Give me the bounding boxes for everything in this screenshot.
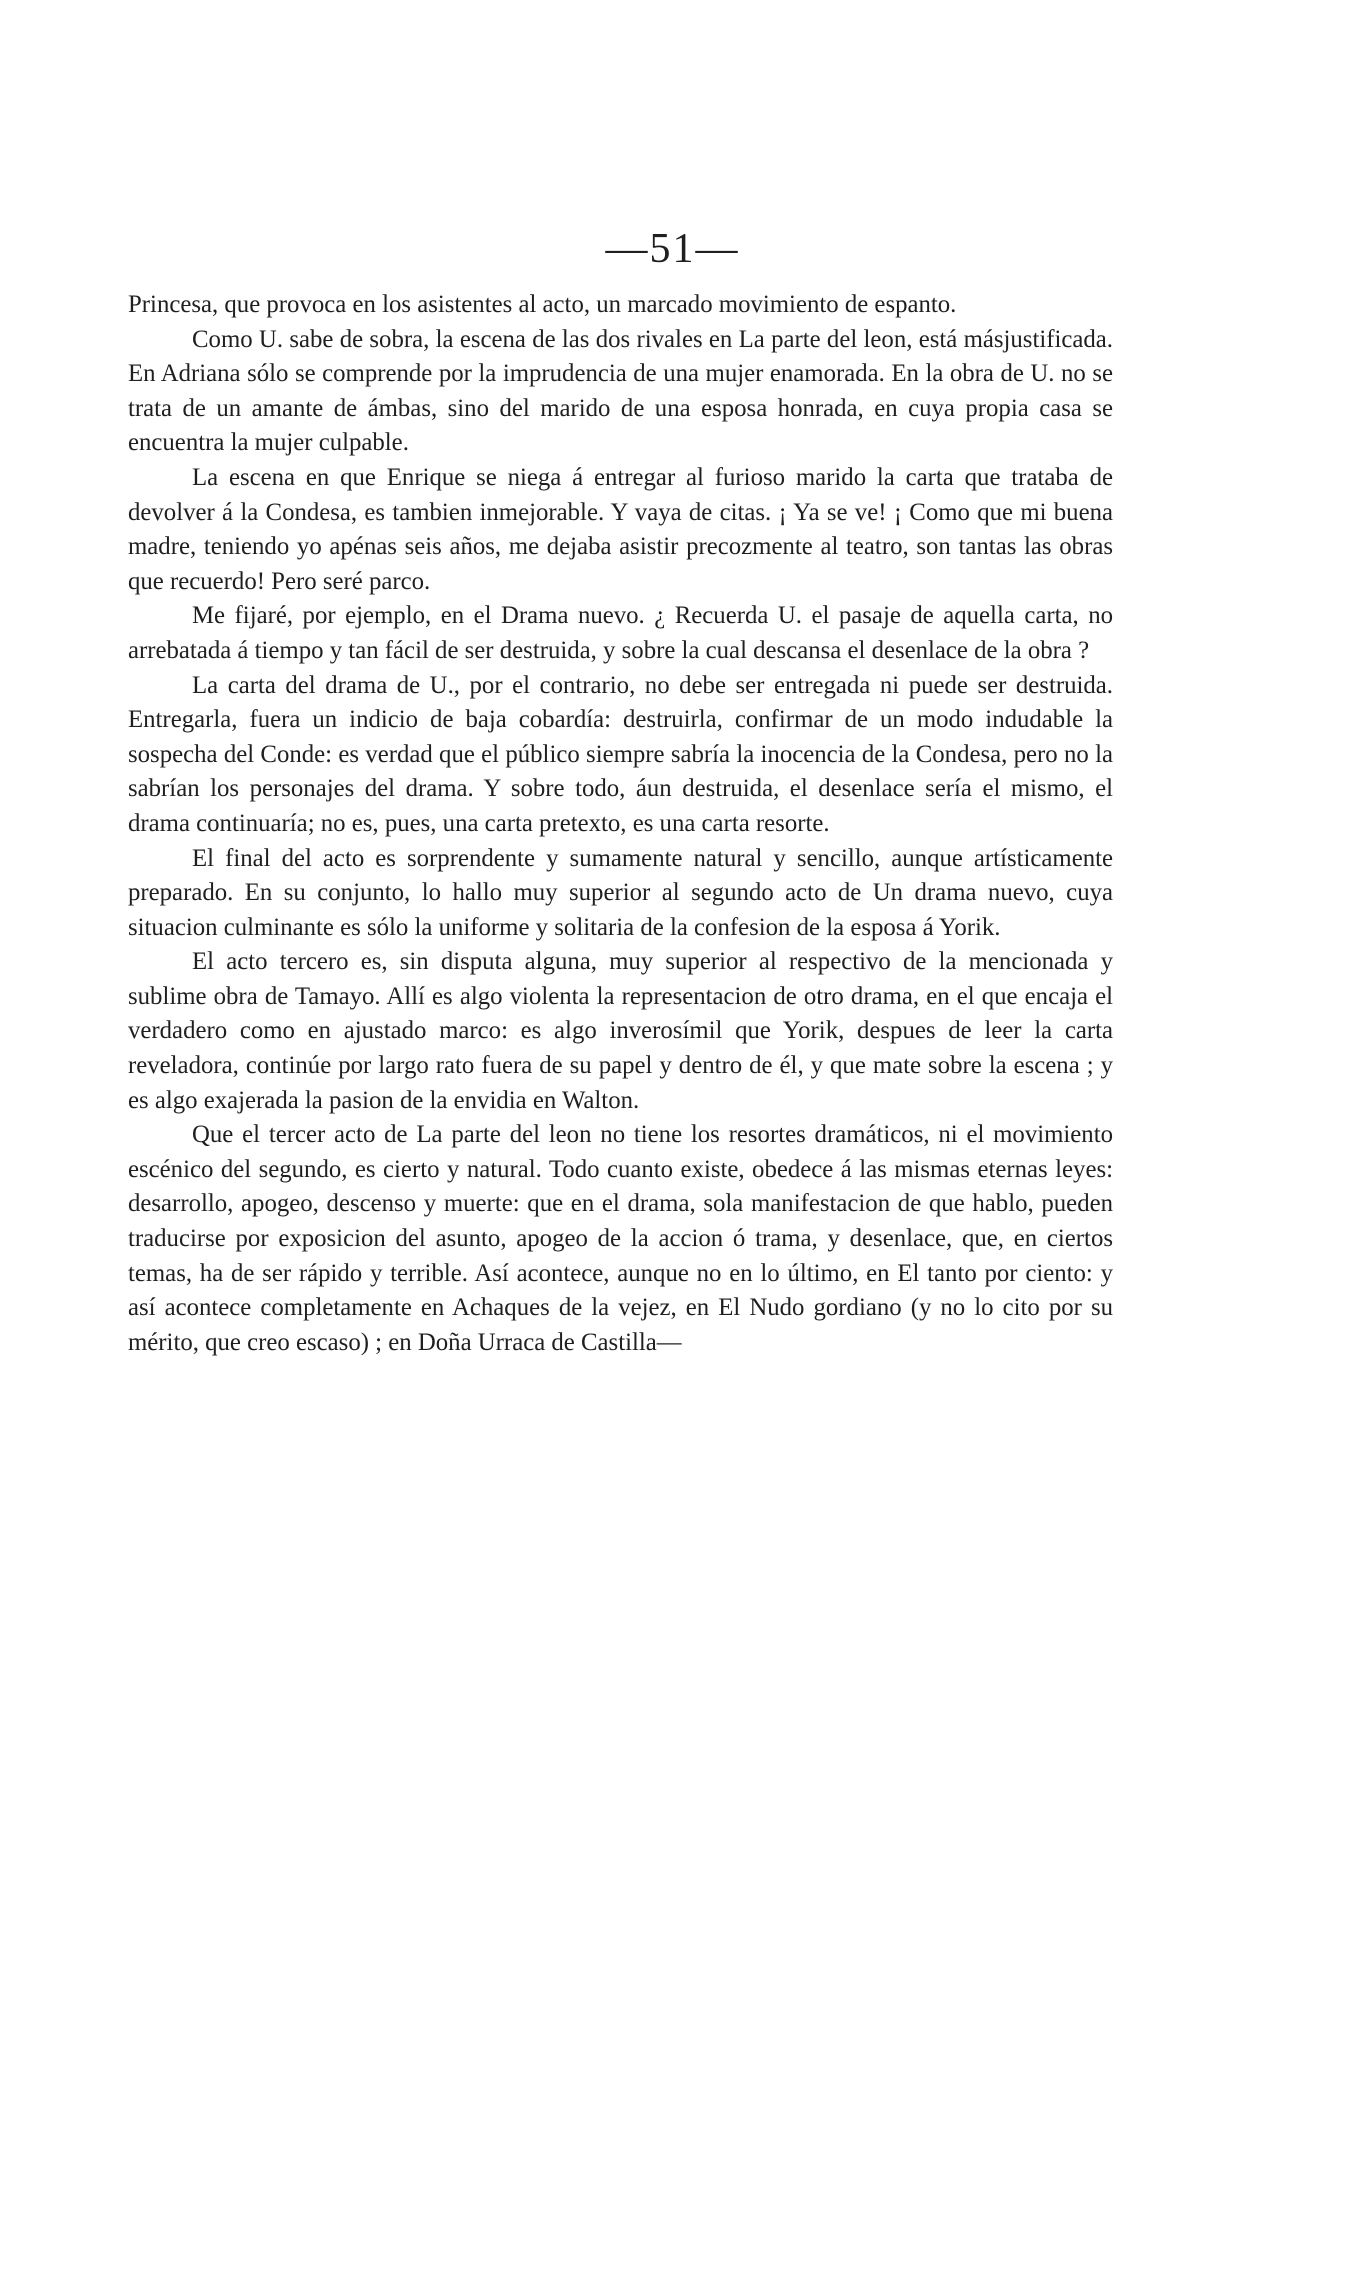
paragraph: El final del acto es sorprendente y sumamente natural y sencillo, aunque artísticamente preparado. En su conjunto, lo hallo muy superior al segundo acto de Un drama nuevo, cuya situacion culminante es sólo la uniforme y solitaria de la confesion de la esposa á Yorik. xyxy=(128,844,1113,941)
paragraph: Que el tercer acto de La parte del leon no tiene los resortes dramáticos, ni el movimiento escénico del segundo, es cierto y natural. Todo cuanto existe, obedece á las mismas eternas leyes: desarrollo, apogeo, descenso y muerte: que en el drama, sola manifestacion de que hablo, pueden traducirse por exposicion del asunto, apogeo de la accion ó trama, y desenlace, que, en ciertos temas, ha de ser rápido y terrible. Así acontece, aunque no en lo último, en El tanto por ciento: y así acontece completamente en Achaques de la vejez, en El Nudo gordiano (y no lo cito por su mérito, que creo escaso) ; en Doña Urraca de Castilla— xyxy=(128,1121,1113,1356)
paragraph: La carta del drama de U., por el contrario, no debe ser entregada ni puede ser destruida. Entregarla, fuera un indicio de baja cobardía: destruirla, confirmar de un modo indudable la sospecha del Conde: es verdad que el público siempre sabría la inocencia de la Condesa, pero no la sabrían los personajes del drama. Y sobre todo, áun destruida, el desenlace sería el mismo, el drama continuaría; no es, pues, una carta pretexto, es una carta resorte. xyxy=(128,671,1113,837)
paragraph: La escena en que Enrique se niega á entregar al furioso marido la carta que trataba de devolver á la Condesa, es tambien inmejorable. Y vaya de citas. ¡ Ya se ve! ¡ Como que mi buena madre, teniendo yo apénas seis años, me dejaba asistir precozmente al teatro, son tantas las obras que recuerdo! Pero seré parco. xyxy=(128,463,1113,595)
paragraph: Princesa, que provoca en los asistentes al acto, un marcado movimiento de espanto. xyxy=(128,291,957,318)
page-number: —51— xyxy=(605,226,740,272)
paragraph: El acto tercero es, sin disputa alguna, muy superior al respectivo de la mencionada y sublime obra de Tamayo. Allí es algo violenta la representacion de otro drama, en el que encaja el verdadero como en ajustado marco: es algo inverosímil que Yorik, despues de leer la carta reveladora, continúe por largo rato fuera de su papel y dentro de él, y que mate sobre la escena ; y es algo exajerada la pasion de la envidia en Walton. xyxy=(128,948,1113,1114)
paragraph: Me fijaré, por ejemplo, en el Drama nuevo. ¿ Recuerda U. el pasaje de aquella carta, no arrebatada á tiempo y tan fácil de ser destruida, y sobre la cual descansa el desenlace de la obra ? xyxy=(128,602,1113,664)
body-text xyxy=(128,288,1113,1360)
paragraph: Como U. sabe de sobra, la escena de las dos rivales en La parte del leon, está másjustificada. En Adriana sólo se comprende por la imprudencia de una mujer enamorada. En la obra de U. no se trata de un amante de ámbas, sino del marido de una esposa honrada, en cuya propia casa se encuentra la mujer culpable. xyxy=(128,325,1113,457)
